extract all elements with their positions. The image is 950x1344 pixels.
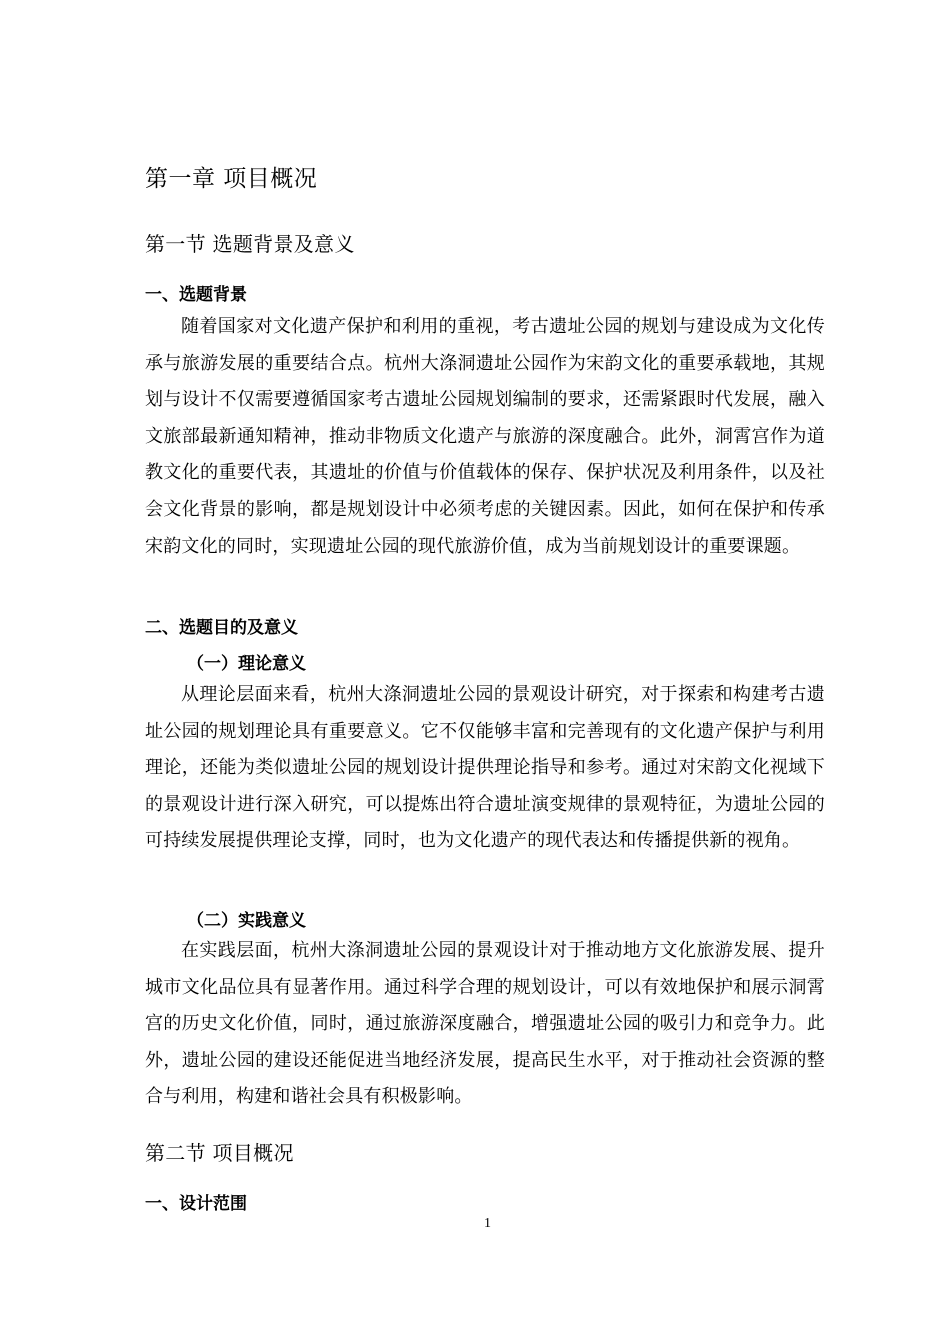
practice-significance-paragraph: 在实践层面，杭州大涤洞遗址公园的景观设计对于推动地方文化旅游发展、提升城市文化品位具有显著作用。通过科学合理的规划设计，可以有效地保护和展示洞霄宫的历史文化价值，同时，通过旅游深度融合，增强遗址公园的吸引力和竞争力。此外，遗址公园的建设还能促进当地经济发展，提高民生水平，对于推动社会资源的整合与利用，构建和谐社会具有积极影响。 <box>145 940 825 1108</box>
theory-significance-title: （一）理论意义 <box>187 654 306 674</box>
chapter-title: 第一章 项目概况 <box>145 166 318 192</box>
section-2-title: 第二节 项目概况 <box>145 1141 294 1165</box>
page-number: 1 <box>484 1216 491 1231</box>
background-paragraph: 随着国家对文化遗产保护和利用的重视，考古遗址公园的规划与建设成为文化传承与旅游发展的重要结合点。杭州大涤洞遗址公园作为宋韵文化的重要承载地，其规划与设计不仅需要遵循国家考古遗址公园规划编制的要求，还需紧跟时代发展，融入文旅部最新通知精神，推动非物质文化遗产与旅游的深度融合。此外，洞霄宫作为道教文化的重要代表，其遗址的价值与价值载体的保存、保护状况及利用条件，以及社会文化背景的影响，都是规划设计中必须考虑的关键因素。因此，如何在保护和传承宋韵文化的同时，实现遗址公园的现代旅游价值，成为当前规划设计的重要课题。 <box>145 316 825 557</box>
practice-significance-title: （二）实践意义 <box>187 911 306 931</box>
section-1-title: 第一节 选题背景及意义 <box>145 232 355 256</box>
theory-significance-paragraph: 从理论层面来看，杭州大涤洞遗址公园的景观设计研究，对于探索和构建考古遗址公园的规划理论具有重要意义。它不仅能够丰富和完善现有的文化遗产保护与利用理论，还能为类似遗址公园的规划设计提供理论指导和参考。通过对宋韵文化视域下的景观设计进行深入研究，可以提炼出符合遗址演变规律的景观特征，为遗址公园的可持续发展提供理论支撑，同时，也为文化遗产的现代表达和传播提供新的视角。 <box>145 684 825 852</box>
subsection-background-title: 一、选题背景 <box>145 285 247 305</box>
subsection-design-scope-title: 一、设计范围 <box>145 1194 247 1214</box>
subsection-purpose-title: 二、选题目的及意义 <box>145 618 298 638</box>
